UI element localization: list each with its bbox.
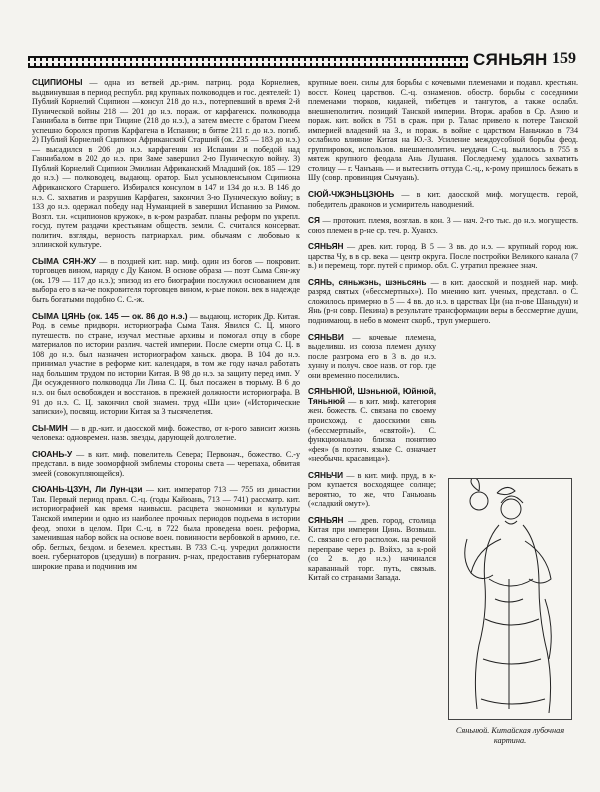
figure-illustration <box>448 478 572 720</box>
header-ornament <box>28 56 468 68</box>
dictionary-entry <box>32 485 300 571</box>
entry-text: крупные воен. силы для борьбы с кочевыми племенами и подавл. крестьян. восст. Конец царствов. С.-ц. ознаменов. обостр. борьбы с соседними племенами тюрков, киданей, тибетцев и тангутов, а также ослабл. внешнеполитич. позиций Танской империи. Вторж. арабов в Ср. Азию и пораж. кит. войск в 751 в сраж. при р. Талас привело к потере Танской империей владений на З., и пораж. в войне с царством Наньчжао в 734 ослабило влияние Китая на Ю.-З. Усиление междоусобной борьбы феод. группировок, использов. внешнеполитич. неудачи С.-ц. вылилось в 755 в мятеж крупного феодала Ань Лушаня. Последнему удалось захватить столицу — г. Чанъань — и вытеснить оттуда С.-ц., к-рому пришлось бежать в Шу (совр. провинция Сычуань). <box>308 78 578 183</box>
entry-headword: СЯНЬНЮЙ, Шэньнюй, Юйнюй, Тяньнюй <box>308 386 436 406</box>
left-column <box>32 78 300 578</box>
entry-headword: СЯНЬЯН <box>308 241 344 252</box>
entry-headword: СЯНЬ, сяньжэнь, шэньсянь <box>308 276 427 287</box>
entry-headword: СЯНЬЧИ <box>308 469 344 480</box>
entry-text: — в кит. миф. повелитель Севера; Первонач., божество. С.-у представл. в виде зооморфной эмблемы стороны света — черепаха, обвитая змеей (совокупляющейся). <box>32 449 300 478</box>
entry-text: — древ. кит. город. В 5 — 3 вв. до н.э. — крупный город юж. царства Чу, в в ср. века — центр округа. После постройки Великого канала (7 в.) и перемещ. торг. путей с примор. обл. С. утратил прежнее знач. <box>308 242 578 271</box>
entry-headword: СЯНЬЯН <box>308 514 344 525</box>
entry-text: — древ. город, столица Китая при империи Цинь. Возвыш. С. связано с его располож. на речной переправе через р. Вэйхэ, за к-рой (со 2 в. до н.э.) начинался караванный торг. путь, связыв. Китай со странами Запада. <box>308 515 436 583</box>
page-header <box>28 52 576 72</box>
entry-headword: СЯ <box>308 215 320 226</box>
entry-text: — кит. император 713 — 755 из династии Тан. Первый период правл. С.-ц. (годы Кайюань, 713 — 741) рассматр. кит. историографией как время наивысш. расцвета экономики и культуры Танской империи и одно из наиболее прочных периодов подъема в истории феод. эпохи в целом. При С.-ц. в 722 была проведена воен. реформа, заменившая набор войск на основе воен. повинности вербовкой в армию, г.е. обр. беглых, бездом. и беземел. крестьян. В 733 С.-ц. учредил должности воен. губернаторов (цзедуши) в погранич. р-нах, предоставив губернаторам широкие права и подчинив им <box>32 485 300 571</box>
dictionary-entry <box>308 333 436 381</box>
dictionary-entry <box>32 257 300 305</box>
page-number: 159 <box>552 50 576 67</box>
figure-caption: Сяньнюй. Китайская лубочная картина. <box>455 726 565 745</box>
entry-text: — в кит. даосской миф. могуществ. герой, победитель драконов и усмиритель наводнений. <box>308 190 578 209</box>
dictionary-entry <box>308 278 578 326</box>
dictionary-entry <box>32 450 300 479</box>
entry-text: — в кит. миф. пруд, в к-ром купается восходящее солнце; вероятно, то же, что Ганьюань («сладкий омут»). <box>308 470 436 509</box>
entry-text: — в поздней кит. нар. миф. один из богов — покровит. торговцев вином, наряду с Ду Каном. В основе образа — поэт Сыма Сян-жу (ок. 179 — 117 до н.э.); эпизод из его биографии послужил основанием для выбора его в ка-че покровителя торговцев вином, к-рые покон. век в надежде быть богатыми подобно С. С.-ж. <box>32 256 300 305</box>
dictionary-entry <box>308 242 578 271</box>
entry-text: — в кит. даосской и поздней нар. миф. разряд святых («бессмертных»). По мнению кит. ученых, представл. о С. сложилось примерно в 5 — 4 вв. до н.э. в царствах Ци (на п-ове Шаньдун) и Янь (р-н совр. Пекина) в результате трансформации веры в бессмертие души, поднимающ. в небо в момент скорб., труп умершего. <box>308 277 579 326</box>
entry-text: — протокит. племя, возглав. в кон. 3 — нач. 2-го тыс. до н.э. могуществ. союз племен в р-не ср. теч. р. Хуанхэ. <box>308 216 578 235</box>
entry-text: — кочевые племена, выделивш. из союза племен дунху после разгрома его в 3 в. до н.э. хунну и получ. свое назв. от гор. где они временно поселились. <box>308 332 436 380</box>
dictionary-entry <box>308 516 436 583</box>
entry-text: — в кит. миф. категория жен. божеств. С. связана по своему происхожд. с даосскими сянь («бессмертный», «святой»). С. функционально близка понятию «фея» (в поэтич. языке С. означает «необычн. красавица»). <box>308 396 436 464</box>
dictionary-entry <box>308 190 578 209</box>
entry-headword: СЮАНЬ-ЦЗУН, Ли Лун-цзи <box>32 484 143 495</box>
entry-text: — выдающ. историк Др. Китая. Род. в семье придворн. историографа Сыма Таня. Явился С. Ц. много путешеств. по стране, изучал местные архивы и помогал отцу в сборе материалов по истории различ. частей империи. После смерти отца С. Ц. в 108 до н.э. был назначен историографом ханьск. двора. В 104 до н.э. принимал участие в реформе кит. календаря, в том же году начал работать над большим трудом по истории Китая. В 98 до н.э. за защиту перед имп. У Ди осужденного полководца Ли Лина С. Ц. был посажен в тюрьму. В 6 до н.э. он был освобожден и восстанов. в прежней должности историографа. В 91 до н.э. С. Ц. закончил свой знамен. труд «Ши цзи» («Исторические записки»), посвящ. истории Китая за 3 тысячелетия. <box>32 311 300 417</box>
entry-headword: СЮЙ-ЧЖЭНЬЦЗЮНЬ <box>308 189 395 200</box>
figure <box>442 478 578 778</box>
dictionary-entry <box>32 78 300 250</box>
dictionary-entry <box>308 216 578 235</box>
dictionary-entry <box>308 387 436 463</box>
entry-headword: СЦИПИОНЫ <box>32 77 83 87</box>
woman-figure-icon <box>449 479 571 719</box>
dictionary-entry <box>32 424 300 443</box>
entry-text: — одна из ветвей др.-рим. патриц. рода Корнелиев, выдвинувшая в период республ. ряд крупных полководцев и гос. деятелей: 1) Публий Корнелий Сципион —консул 218 до н.э., потерпевший в время 2-й Пунической войны 218 — 201 до н.э. пораж. от карфагенск. полководца Ганнибала в битве при Тицине (218 до н.э.), а затем вместе с братом Гнеем успешно боролся против Карфагена в Испании; в битве 211 г. до н.э. погиб. 2) Публий Корнелий Сципион Африканский Старший (ок. 235 — 183 до н.э.) — высадился в 206 до н.э. карфагенян из Испании и победой над Ганнибалом в 202 до н.э. при Заме завершил 2-ю Пуническую войну. 3) Публий Корнелий Сципион Эмилиан Африканский Младший (ок. 185 — 129 до н.э.) — полководец, выдающ. оратор. Был усыновленсыном Сципиона Африканского Старшего. Избирался консулом в 147 и 134 до н.э. В 146 до н.э. С. захватив и разрушив Карфаген, закончил 3-ю Пуническую войну; в 133 до н.э. одержал победу над Нуманцией в завершил Испанию за Римом. Возгл. т.н. «сципионов кружок», в к-ром разрабат. планы реформ по укрепл. госуд. путем раздачи крестьянам обществ. земли. С. считался консерват. политич. взгляды, верность патриархал. рим. обычаям с любовью к эллинской культуре. <box>32 78 300 250</box>
entry-headword: СЫ-МИН <box>32 422 68 433</box>
running-head: СЯНЬЯН <box>473 50 548 69</box>
entry-text: — в др.-кит. и даосской миф. божество, от к-рого зависит жизнь человека: одновремен. назв. звезды, дарующей долголетие. <box>32 423 300 443</box>
entry-headword: СЫМА СЯН-ЖУ <box>32 255 97 266</box>
entry-headword: СЫМА ЦЯНЬ (ок. 145 — ок. 86 до н.э.) <box>32 310 188 321</box>
dictionary-entry <box>308 78 578 183</box>
dictionary-entry <box>308 471 436 509</box>
entry-headword: СЮАНЬ-У <box>32 448 73 459</box>
dictionary-entry <box>32 312 300 417</box>
entry-headword: СЯНЬВИ <box>308 331 344 342</box>
